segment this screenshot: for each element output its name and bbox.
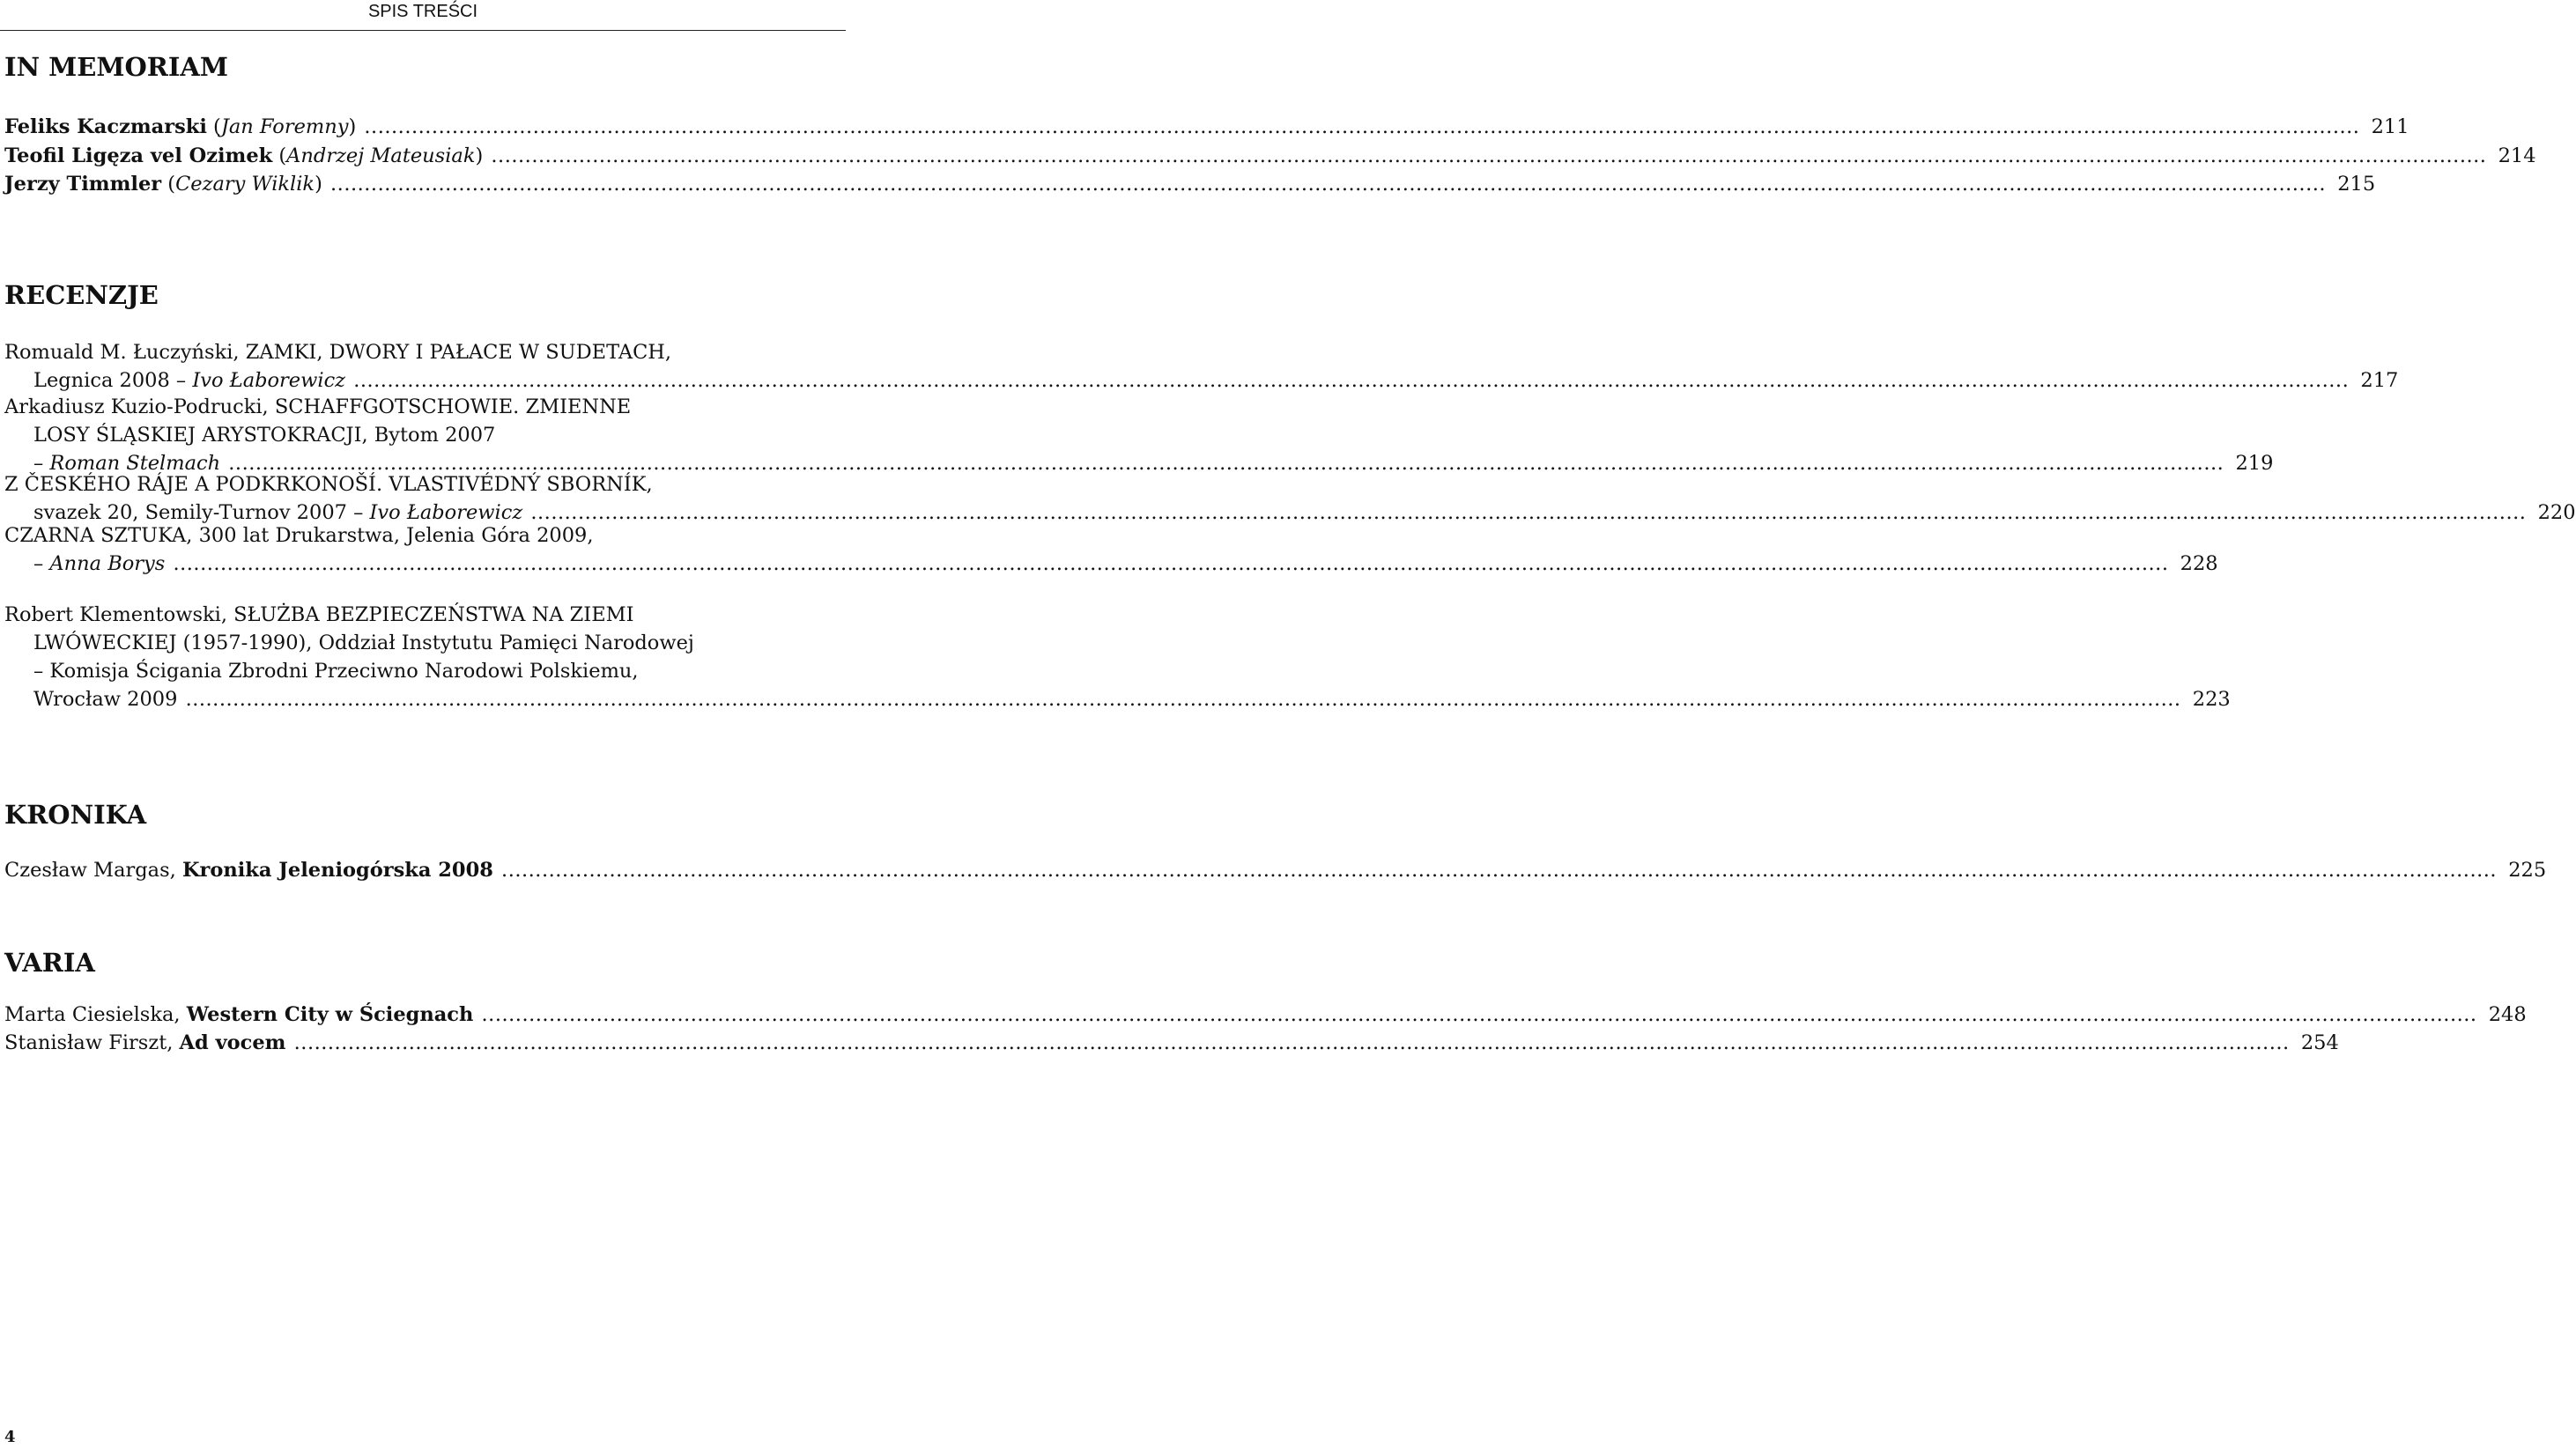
toc-entry[interactable]: Robert Klementowski, SŁUŻBA BEZPIECZEŃSTWA NA ZIEMI LWÓWECKIEJ (1957-1990), Oddział Instytutu Pamięci Narodowej – Komisja Ścigania Zbrodni Przeciwno Narodowi Polskiemu, Wrocław 2009 ..... 223: [4, 601, 833, 713]
section-title-kronika: KRONIKA: [4, 800, 147, 830]
page-ref: 211: [2371, 115, 2409, 138]
dot-leader: [294, 1031, 2290, 1054]
toc-entry[interactable]: Feliks Kaczmarski (Jan Foremny) ..... 211: [4, 113, 833, 141]
section-title-in-memoriam: IN MEMORIAM: [4, 52, 229, 82]
page-ref: 217: [2360, 369, 2399, 392]
toc-entry[interactable]: Stanisław Firszt, Ad vocem ..... 254: [4, 1029, 833, 1057]
dot-leader: [186, 688, 2181, 711]
section-title-recenzje: RECENZJE: [4, 280, 159, 310]
page-ref: 254: [2300, 1031, 2339, 1054]
toc-entry[interactable]: Czesław Margas, Kronika Jeleniogórska 2008 ..... 225: [4, 856, 833, 884]
page-ref: 215: [2337, 173, 2376, 196]
running-head: [0, 0, 846, 31]
dot-leader: [330, 173, 2326, 196]
dot-leader: [482, 1003, 2477, 1026]
page-ref: 214: [2498, 144, 2536, 167]
page-ref: 248: [2488, 1003, 2527, 1026]
page-ref: 228: [2180, 552, 2218, 575]
page-ref: 225: [2508, 859, 2547, 882]
toc-entry[interactable]: Arkadiusz Kuzio-Podrucki, SCHAFFGOTSCHOWIE. ZMIENNE LOSY ŚLĄSKIEJ ARYSTOKRACJI, Bytom 2007 – Roman Stelmach ..... 219: [4, 393, 833, 477]
dot-leader: [364, 115, 2359, 138]
page-ref: 219: [2235, 452, 2274, 475]
toc-entry[interactable]: Marta Ciesielska, Western City w Ściegnach ..... 248: [4, 1001, 833, 1029]
dot-leader: [173, 552, 2168, 575]
dot-leader: [501, 859, 2497, 882]
dot-leader: [353, 369, 2349, 392]
page-ref: 223: [2192, 688, 2231, 711]
toc-entry[interactable]: Teofil Ligęza vel Ozimek (Andrzej Mateusiak) ..... 214: [4, 142, 833, 170]
page-number: 4: [4, 1428, 16, 1446]
toc-entry[interactable]: Jerzy Timmler (Cezary Wiklik) ..... 215: [4, 170, 833, 198]
page-ref: 220: [2537, 501, 2576, 524]
running-head-text: SPIS TREŚCI: [367, 2, 478, 21]
toc-entry[interactable]: CZARNA SZTUKA, 300 lat Drukarstwa, Jelenia Góra 2009, – Anna Borys ..... 228: [4, 521, 833, 578]
toc-entry[interactable]: Romuald M. Łuczyński, ZAMKI, DWORY I PAŁACE W SUDETACH, Legnica 2008 – Ivo Łaborewicz ..... 217: [4, 338, 833, 395]
section-title-varia: VARIA: [4, 948, 95, 978]
dot-leader: [491, 144, 2486, 167]
toc-entry[interactable]: Z ČESKÉHO RÁJE A PODKRKONOŠÍ. VLASTIVÉDNÝ SBORNÍK, svazek 20, Semily-Turnov 2007 – Ivo Łaborewicz ..... 220: [4, 470, 833, 527]
